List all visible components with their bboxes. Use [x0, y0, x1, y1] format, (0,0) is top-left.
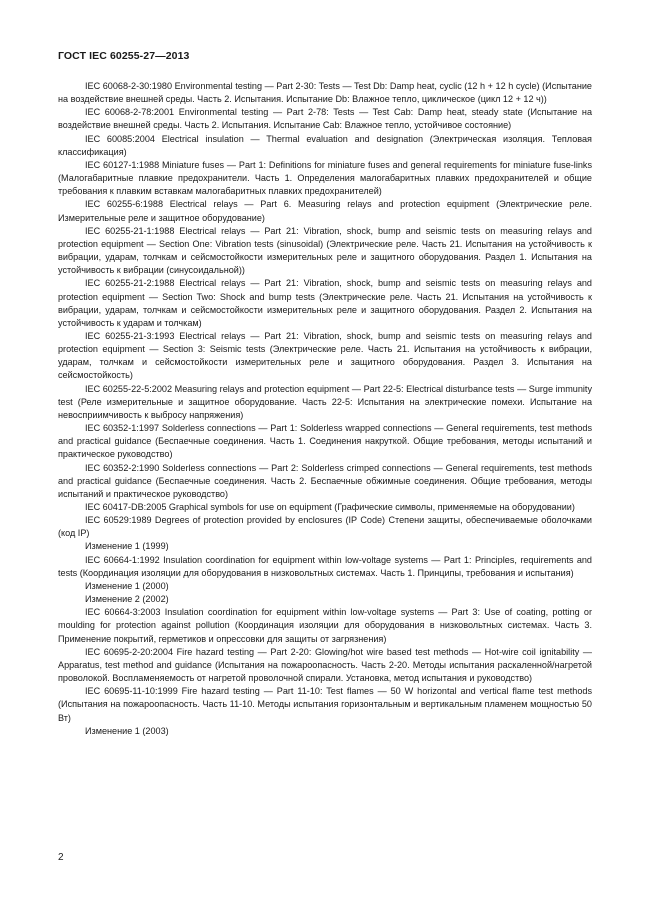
document-header: ГОСТ IEC 60255-27—2013 — [58, 50, 190, 62]
reference-item: IEC 60352-1:1997 Solderless connections — Part 1: Solderless wrapped connections — General requirements, test methods and practical guidance (Беспаечные соединения. Часть 1. Соединения накруткой. Общие требования, методы испытаний и практическое руководство) — [58, 423, 592, 460]
amendment-item: Изменение 2 (2002) — [85, 594, 169, 605]
page-number: 2 — [58, 852, 64, 863]
reference-item: IEC 60695-2-20:2004 Fire hazard testing — Part 2-20: Glowing/hot wire based test methods — Hot-wire coil ignitability — Apparatus, test method and guidance (Испытания на пожароопасность. Часть 2-20. Методы испытания раскаленной/нагретой проволокой. Воспламеняемость от нагретой проволочной спирали. Установка, метод испытания и руководство) — [58, 646, 592, 684]
references-list — [58, 80, 592, 738]
reference-item: IEC 60664-1:1992 Insulation coordination for equipment within low-voltage systems — Part 1: Principles, requirements and tests (Координация изоляции для оборудования в низковольтных системах. Часть 1. Принципы, требования и испытания) — [58, 554, 592, 578]
reference-item: IEC 60255-22-5:2002 Measuring relays and protection equipment — Part 22-5: Electrical disturbance tests — Surge immunity test (Реле измерительные и защитное оборудование. Часть 22-5: Испытания на электрические помехи. Испытание на невосприимчивость к выбросу напряжения) — [58, 383, 592, 420]
reference-item: IEC 60068-2-78:2001 Environmental testing — Part 2-78: Tests — Test Cab: Damp heat, steady state (Испытание на воздействие внешней среды. Часть 2. Испытания. Испытание Cab: Влажное тепло, устойчивое состояние) — [58, 107, 592, 131]
reference-item: IEC 60255-21-1:1988 Electrical relays — Part 21: Vibration, shock, bump and seismic tests on measuring relays and protection equipment — Section One: Vibration tests (sinusoidal) (Электрические реле. Часть 21. Испытания на устойчивость к вибрации, ударам, толчкам и сейсмостойкости измерительных реле и защитного оборудования. Раздел 1. Испытания на устойчивость к вибрации (синусоидальной)) — [58, 225, 592, 276]
reference-item: IEC 60255-6:1988 Electrical relays — Part 6. Measuring relays and protection equipment (Электрические реле. Измерительные реле и защитное оборудование) — [58, 199, 592, 223]
reference-item: IEC 60664-3:2003 Insulation coordination for equipment within low-voltage systems — Part 3: Use of coating, potting or moulding for protection against pollution (Координация изоляции для оборудования в низковольтных системах. Часть 3. Применение покрытий, герметиков и опрессовки для защиты от загрязнения) — [58, 607, 592, 644]
reference-item: IEC 60085:2004 Electrical insulation — Thermal evaluation and designation (Электрическая изоляция. Тепловая классификация) — [58, 133, 592, 157]
amendment-item: Изменение 1 (2000) — [85, 580, 169, 591]
amendment-item: Изменение 1 (1999) — [85, 541, 169, 552]
reference-item: IEC 60068-2-30:1980 Environmental testing — Part 2-30: Tests — Test Db: Damp heat, cyclic (12 h + 12 h cycle) (Испытание на воздействие внешней среды. Часть 2. Испытания. Испытание Db: Влажное тепло, циклическое (цикл 12 + 12 ч)) — [58, 81, 592, 105]
reference-item: IEC 60695-11-10:1999 Fire hazard testing — Part 11-10: Test flames — 50 W horizontal and vertical flame test methods (Испытания на пожароопасность. Часть 11-10. Методы испытания горизонтальным и вертикальным пламенем мощностью 50 Вт) — [58, 686, 592, 723]
reference-item: IEC 60255-21-3:1993 Electrical relays — Part 21: Vibration, shock, bump and seismic tests on measuring relays and protection equipment — Section 3: Seismic tests (Электрические реле. Часть 21. Испытания на устойчивость к вибрации, ударам, толчкам и сейсмостойкости измерительных реле и защитного оборудования. Раздел 3. Испытания на сейсмостойкость) — [58, 330, 592, 381]
reference-item: IEC 60255-21-2:1988 Electrical relays — Part 21: Vibration, shock, bump and seismic tests on measuring relays and protection equipment — Section Two: Shock and bump tests (Электрические реле. Часть 21. Испытания на устойчивость к вибрации, ударам, толчкам и сейсмостойкости измерительных реле и защитного оборудования. Раздел 2. Испытания на устойчивость к ударам и толчкам) — [58, 278, 592, 328]
reference-item: IEC 60352-2:1990 Solderless connections — Part 2: Solderless crimped connections — General requirements, test methods and practical guidance (Беспаечные соединения. Часть 2. Беспаечные обжимные соединения. Общие требования, методы испытаний и практическое руководство) — [58, 462, 592, 499]
amendment-item: Изменение 1 (2003) — [85, 725, 169, 736]
reference-item: IEC 60417-DB:2005 Graphical symbols for use on equipment (Графические символы, применяемые на оборудовании) — [85, 502, 575, 512]
reference-item: IEC 60529:1989 Degrees of protection provided by enclosures (IP Code) Степени защиты, обеспечиваемые оболочками (код IP) — [58, 515, 592, 539]
reference-item: IEC 60127-1:1988 Miniature fuses — Part 1: Definitions for miniature fuses and general requirements for miniature fuse-links (Малогабаритные плавкие предохранители. Часть 1. Определения малогабаритных плавких предохранителей и общие требования к плавким вставкам малогабаритных плавких предохранителей) — [58, 159, 592, 197]
